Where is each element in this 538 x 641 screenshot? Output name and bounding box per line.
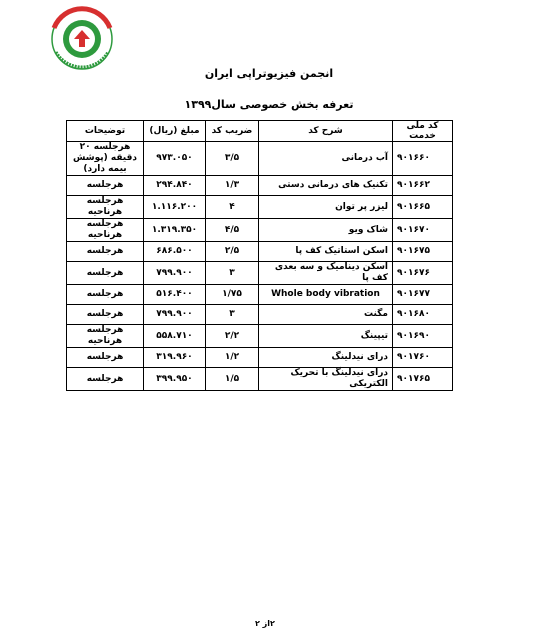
table-row (67, 176, 453, 196)
note: هرجلسه (67, 368, 144, 391)
table-header-row (67, 121, 453, 142)
service-code: ۹۰۱۶۶۰ (393, 142, 453, 176)
service-description: درای نیدلینگ (259, 348, 393, 368)
table-row (67, 196, 453, 219)
service-description: تیپینگ (259, 325, 393, 348)
table-row (67, 368, 453, 391)
note: هرجلسه (67, 262, 144, 285)
service-code: ۹۰۱۶۸۰ (393, 305, 453, 325)
amount: ۳۱۹.۹۶۰ (144, 348, 206, 368)
note: هرجلسه ۲۰ دقیقه (پوشش بیمه دارد) (67, 142, 144, 176)
table-row (67, 285, 453, 305)
amount: ۹۷۳.۰۵۰ (144, 142, 206, 176)
coefficient: ۳ (206, 262, 259, 285)
service-code: ۹۰۱۶۶۵ (393, 196, 453, 219)
service-code: ۹۰۱۶۷۰ (393, 219, 453, 242)
column-header: توضیحات (67, 121, 144, 142)
amount: ۶۸۶.۵۰۰ (144, 242, 206, 262)
column-header: ضریب کد (206, 121, 259, 142)
note: هرجلسه هرناحیه (67, 219, 144, 242)
amount: ۷۹۹.۹۰۰ (144, 305, 206, 325)
service-description: اسکن استاتیک کف پا (259, 242, 393, 262)
table-row (67, 325, 453, 348)
coefficient: ۲/۲ (206, 325, 259, 348)
coefficient: ۱/۲ (206, 348, 259, 368)
amount: ۳۹۹.۹۵۰ (144, 368, 206, 391)
column-header: کد ملی خدمت (393, 121, 453, 142)
note: هرجلسه (67, 176, 144, 196)
service-code: ۹۰۱۶۶۲ (393, 176, 453, 196)
table-row (67, 142, 453, 176)
amount: ۷۹۹.۹۰۰ (144, 262, 206, 285)
note: هرجلسه هرناحیه (67, 196, 144, 219)
service-description: شاک ویو (259, 219, 393, 242)
amount: ۱.۳۱۹.۳۵۰ (144, 219, 206, 242)
coefficient: ۳ (206, 305, 259, 325)
note: هرجلسه (67, 242, 144, 262)
coefficient: ۳/۵ (206, 142, 259, 176)
service-code: ۹۰۱۷۶۰ (393, 348, 453, 368)
service-description: Whole body vibration (259, 285, 393, 305)
amount: ۵۵۸.۷۱۰ (144, 325, 206, 348)
tariff-table (66, 120, 453, 391)
note: هرجلسه (67, 348, 144, 368)
amount: ۲۹۴.۸۴۰ (144, 176, 206, 196)
service-code: ۹۰۱۶۷۵ (393, 242, 453, 262)
coefficient: ۲/۵ (206, 242, 259, 262)
service-description: اسکن دینامیک و سه بعدی کف پا (259, 262, 393, 285)
service-description: درای نیدلینگ با تحریک الکتریکی (259, 368, 393, 391)
coefficient: ۴/۵ (206, 219, 259, 242)
table-row (67, 305, 453, 325)
table-row (67, 348, 453, 368)
page-number: ۲از ۲ (255, 619, 275, 628)
coefficient: ۴ (206, 196, 259, 219)
service-description: تکنیک های درمانی دستی (259, 176, 393, 196)
amount: ۵۱۶.۴۰۰ (144, 285, 206, 305)
coefficient: ۱/۳ (206, 176, 259, 196)
coefficient: ۱/۵ (206, 368, 259, 391)
table-row (67, 219, 453, 242)
table-row (67, 262, 453, 285)
note: هرجلسه (67, 305, 144, 325)
column-header: شرح کد (259, 121, 393, 142)
note: هرجلسه (67, 285, 144, 305)
document-title: تعرفه بخش خصوصی سال۱۳۹۹ (184, 98, 354, 111)
service-code: ۹۰۱۷۶۵ (393, 368, 453, 391)
note: هرجلسه هرناحیه (67, 325, 144, 348)
table-row (67, 242, 453, 262)
service-code: ۹۰۱۶۷۷ (393, 285, 453, 305)
amount: ۱.۱۱۶.۲۰۰ (144, 196, 206, 219)
service-code: ۹۰۱۶۹۰ (393, 325, 453, 348)
service-code: ۹۰۱۶۷۶ (393, 262, 453, 285)
association-logo (40, 6, 124, 72)
service-description: لیزر پر توان (259, 196, 393, 219)
column-header: مبلغ (ریال) (144, 121, 206, 142)
service-description: آب درمانی (259, 142, 393, 176)
coefficient: ۱/۷۵ (206, 285, 259, 305)
organization-title: انجمن فیزیوتراپی ایران (204, 67, 334, 80)
service-description: مگنت (259, 305, 393, 325)
